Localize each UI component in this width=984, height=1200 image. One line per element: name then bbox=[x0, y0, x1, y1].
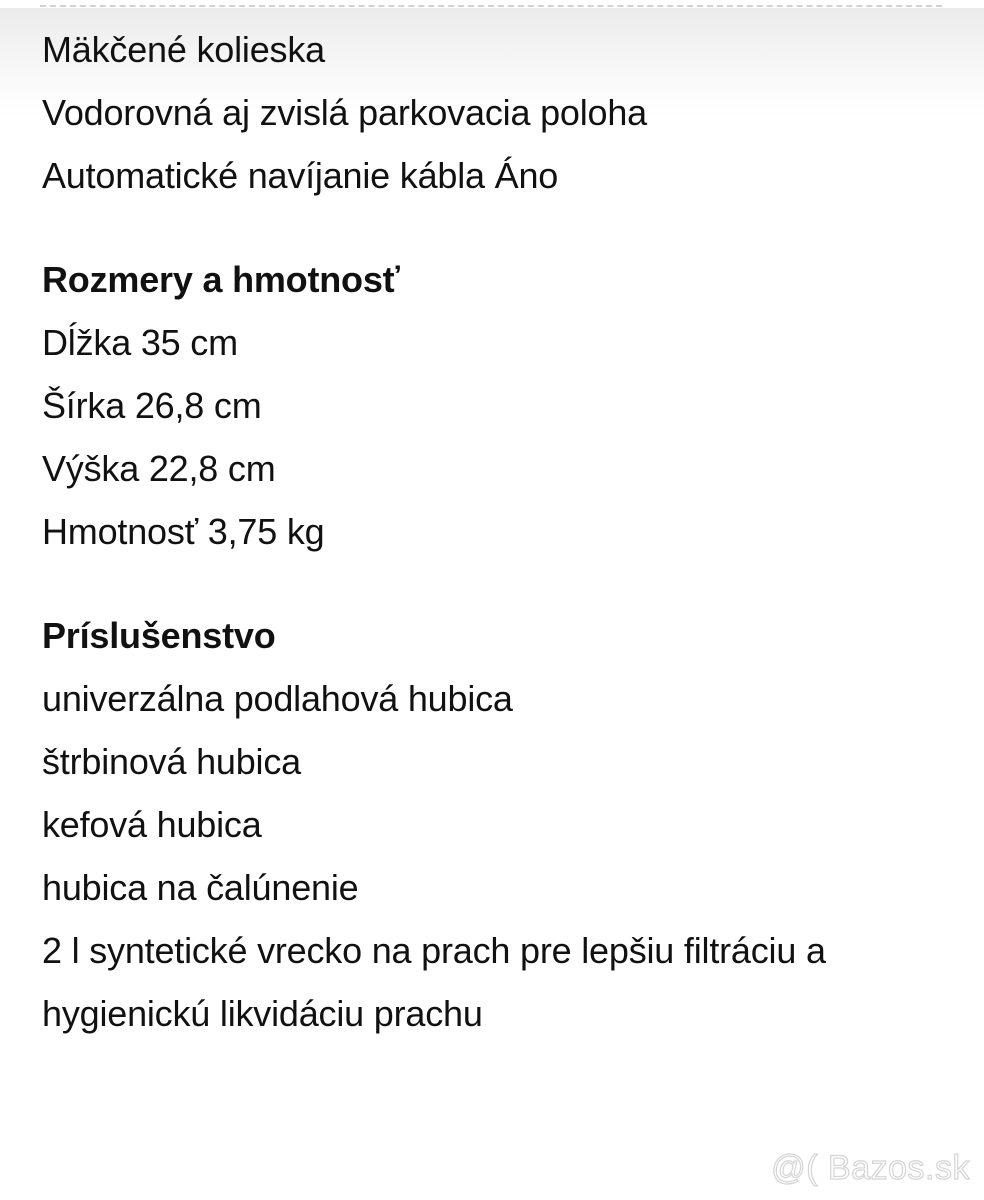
feature-line: Mäkčené kolieska bbox=[42, 29, 325, 70]
feature-line: Vodorovná aj zvislá parkovacia poloha bbox=[42, 92, 647, 133]
accessory-line: hubica na čalúnenie bbox=[42, 867, 359, 908]
section-heading: Rozmery a hmotnosť bbox=[42, 259, 400, 300]
accessory-line: 2 l syntetické vrecko na prach pre lepšiu filtráciu a hygienickú likvidáciu prachu bbox=[42, 930, 826, 1034]
section-spacer bbox=[42, 563, 942, 604]
spec-line: Výška 22,8 cm bbox=[42, 448, 276, 489]
accessory-line: univerzálna podlahová hubica bbox=[42, 678, 513, 719]
spec-line: Šírka 26,8 cm bbox=[42, 385, 262, 426]
features-list bbox=[42, 18, 942, 207]
product-description bbox=[42, 18, 942, 1045]
section-accessories bbox=[42, 604, 942, 1045]
bazos-watermark: @( Bazos.sk bbox=[771, 1149, 970, 1187]
dashed-divider bbox=[40, 5, 942, 7]
spec-line: Hmotnosť 3,75 kg bbox=[42, 511, 325, 552]
accessory-line: kefová hubica bbox=[42, 804, 262, 845]
section-dimensions bbox=[42, 248, 942, 563]
section-heading: Príslušenstvo bbox=[42, 615, 276, 656]
spec-line: Dĺžka 35 cm bbox=[42, 322, 238, 363]
accessory-line: štrbinová hubica bbox=[42, 741, 301, 782]
feature-line: Automatické navíjanie kábla Áno bbox=[42, 155, 559, 196]
section-spacer bbox=[42, 207, 942, 248]
